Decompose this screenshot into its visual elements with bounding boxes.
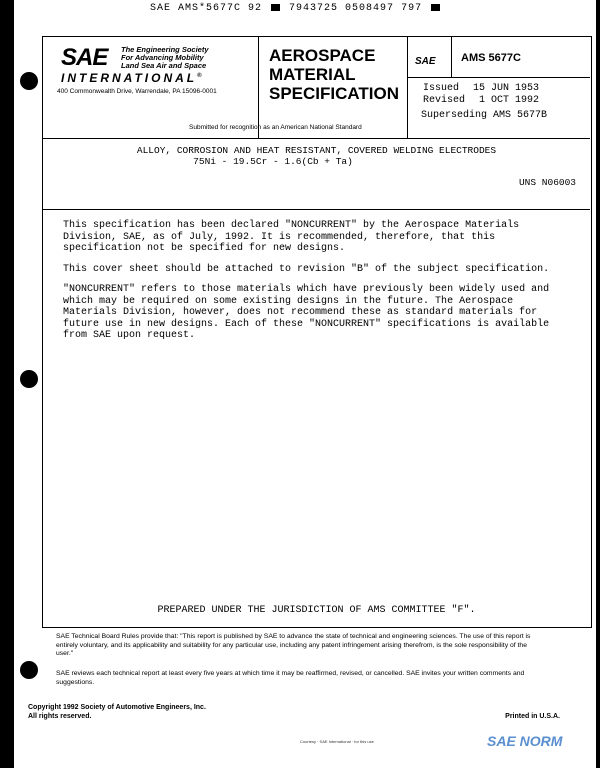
body-text bbox=[63, 220, 578, 351]
paragraph: This cover sheet should be attached to revision "B" of the subject specification. bbox=[63, 263, 550, 275]
title-line: MATERIAL bbox=[269, 65, 356, 84]
printed-in: Printed in U.S.A. bbox=[505, 713, 560, 720]
code-text: SAE AMS*5677C 92 bbox=[150, 3, 263, 14]
rules-note: SAE Technical Board Rules provide that: "This report is published by SAE to advance the state of technical and engineering sciences. The use of this report is entirely voluntary, and its applicability and suitability for any particular use, including any patent infringement arising therefrom, is the sole responsibility of the user." bbox=[56, 633, 531, 658]
tagline-line: The Engineering Society bbox=[121, 45, 209, 54]
revised-label: Revised bbox=[423, 95, 466, 106]
code-block-mark bbox=[271, 4, 280, 11]
sae-norm-watermark: SAE NORM bbox=[487, 733, 563, 749]
spec-title: ALLOY, CORROSION AND HEAT RESISTANT, COVERED WELDING ELECTRODES bbox=[136, 145, 497, 156]
small-sae-logo: SAE bbox=[415, 56, 436, 67]
punch-hole bbox=[20, 370, 38, 388]
divider bbox=[258, 37, 259, 138]
international-label bbox=[61, 71, 202, 85]
registered-mark: ® bbox=[197, 73, 202, 79]
divider bbox=[407, 77, 590, 78]
spec-composition: 75Ni - 19.5Cr - 1.6(Cb + Ta) bbox=[193, 156, 353, 167]
superseding: Superseding AMS 5677B bbox=[421, 110, 548, 121]
title-line: SPECIFICATION bbox=[269, 84, 400, 103]
tagline-line: For Advancing Mobility bbox=[121, 53, 204, 62]
title-line: AEROSPACE bbox=[269, 46, 376, 65]
spec-title-block bbox=[43, 139, 590, 210]
specification-frame bbox=[42, 36, 592, 628]
tagline-line: Land Sea Air and Space bbox=[121, 61, 207, 70]
code-text-2: 7943725 0508497 797 bbox=[289, 3, 423, 14]
uns-number: UNS N06003 bbox=[518, 177, 576, 188]
document-number: AMS 5677C bbox=[461, 52, 521, 64]
copyright-line: Copyright 1992 Society of Automotive Engineers, Inc. bbox=[28, 704, 206, 711]
document-type-title bbox=[269, 46, 399, 103]
international-text: INTERNATIONAL bbox=[61, 71, 198, 85]
document-code bbox=[150, 3, 442, 14]
divider bbox=[407, 37, 408, 138]
review-note: SAE reviews each technical report at least every five years at which time it may be reaffirmed, revised, or cancelled. SAE invites your written comments and suggestions. bbox=[56, 670, 525, 686]
submitted-note: Submitted for recognition as an American National Standard bbox=[189, 124, 362, 131]
header bbox=[43, 37, 590, 139]
issued-date: 15 JUN 1953 bbox=[473, 83, 540, 94]
paragraph: "NONCURRENT" refers to those materials which have previously been widely used and which may be required on some existing designs in the future. The Aerospace Materials Division, however, does not recommend these as standard materials for future use in new designs. Each of these "NONCURRENT" specifications is available from SAE upon request. bbox=[63, 284, 550, 341]
code-block-mark-2 bbox=[431, 4, 440, 11]
prepared-statement: PREPARED UNDER THE JURISDICTION OF AMS COMMITTEE "F". bbox=[157, 605, 476, 616]
issued-row bbox=[423, 83, 539, 95]
issued-label: Issued bbox=[423, 83, 460, 94]
paragraph: This specification has been declared "NONCURRENT" by the Aerospace Materials Division, SAE, as of July, 1992. It is recommended, therefore, that this specification not be specified for new designs. bbox=[63, 220, 520, 254]
revised-date: 1 OCT 1992 bbox=[479, 95, 540, 106]
divider bbox=[451, 37, 452, 77]
sae-logo: SAE bbox=[61, 44, 108, 71]
tagline bbox=[121, 46, 209, 70]
copyright bbox=[28, 703, 206, 721]
revised-row bbox=[423, 95, 539, 107]
dates bbox=[423, 83, 539, 107]
address: 400 Commonwealth Drive, Warrendale, PA 15096-0001 bbox=[57, 88, 217, 95]
copyright-line: All rights reserved. bbox=[28, 713, 92, 720]
tiny-note: Courtesy · SAE International · for this use bbox=[300, 739, 374, 744]
punch-hole bbox=[20, 661, 38, 679]
punch-hole bbox=[20, 72, 38, 90]
